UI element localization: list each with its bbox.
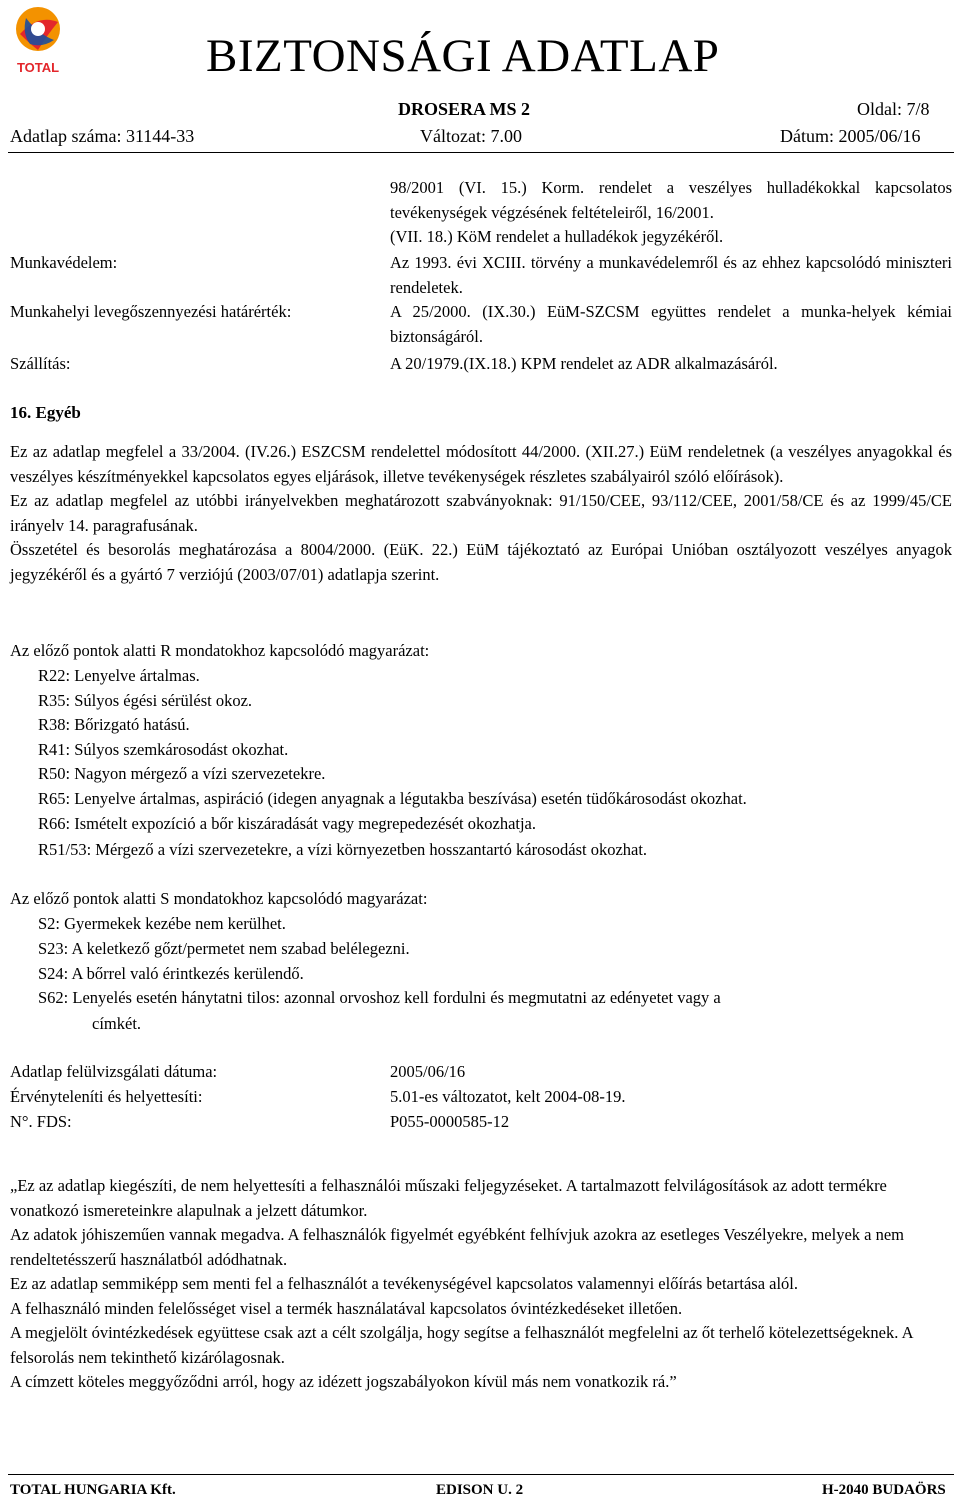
disclaimer-paragraph: „Ez az adatlap kiegészíti, de nem helyettesíti a felhasználói műszaki feljegyzéseket. A tartalmazott felvilágosítások az adott termékre vonatkozó ismereteinkre alapulnak a jelzett dátumkor.	[10, 1176, 887, 1220]
product-name: DROSERA MS 2	[398, 99, 531, 119]
footer-company: TOTAL HUNGARIA Kft.	[10, 1482, 176, 1498]
label-szallitas: Szállítás:	[10, 354, 71, 373]
disclaimer-paragraph: A címzett köteles meggyőződni arról, hogy az idézett jogszabályokon kívül más nem vonatkozik rá.”	[10, 1372, 677, 1391]
footer-city: H-2040 BUDAÖRS	[822, 1482, 946, 1498]
version: Változat: 7.00	[420, 126, 522, 146]
r-phrase: R22: Lenyelve ártalmas.	[38, 666, 200, 685]
s-phrase: S24: A bőrrel való érintkezés kerülendő.	[38, 964, 304, 983]
disclaimer-paragraph: A megjelölt óvintézkedések együttese csak azt a célt szolgálja, hogy segítse a felhasználót megfelelni az őt terhelő kötelezettségeknek. A felsorolás nem tekinthető kizárólagosnak.	[10, 1323, 913, 1367]
s-phrase: S2: Gyermekek kezébe nem kerülhet.	[38, 914, 286, 933]
meta-label: N°. FDS:	[10, 1112, 72, 1131]
value-levegoszennyezes	[390, 300, 952, 349]
disclaimer-paragraph: Ez az adatlap semmiképp sem menti fel a felhasználót a tevékenységével kapcsolatos valamennyi előírás betartása alól.	[10, 1274, 799, 1293]
meta-value: 5.01-es változatot, kelt 2004-08-19.	[390, 1087, 626, 1106]
r-phrase: R41: Súlyos szemkárosodást okozhat.	[38, 740, 289, 759]
regulation-line: (VII. 18.) KöM rendelet a hulladékok jegyzékéről.	[390, 227, 724, 246]
section-paragraphs	[10, 440, 952, 587]
r-phrase: R66: Ismételt expozíció a bőr kiszáradását vagy megrepedezését okozhatja.	[38, 814, 537, 833]
disclaimer-paragraph: A felhasználó minden felelősséget visel a termék használatával kapcsolatos óvintézkedéseket illetően.	[10, 1298, 683, 1318]
s-phrase-s62-line2: címkét.	[92, 1014, 142, 1033]
date: Dátum: 2005/06/16	[780, 126, 921, 146]
meta-value: P055-0000585-12	[390, 1112, 510, 1131]
regulation-continuation	[390, 176, 952, 250]
r-phrase: R50: Nagyon mérgező a vízi szervezetekre.	[38, 764, 326, 783]
r-phrase: R35: Súlyos égési sérülést okoz.	[38, 691, 253, 710]
r-phrase: R38: Bőrizgató hatású.	[38, 715, 190, 734]
value-munkavedelem	[390, 251, 952, 300]
total-logo	[8, 4, 68, 76]
value-text: A 25/2000. (IX.30.) EüM-SZCSM együttes rendelet a munka-helyek kémiai biztonságáról.	[390, 302, 952, 346]
paragraph: Ez az adatlap megfelel az utóbbi irányelvekben meghatározott szabványoknak: 91/150/CEE, 93/112/CEE, 2001/58/CE és az 1999/45/CE irányelv 14. paragrafusának.	[10, 491, 952, 535]
meta-label: Érvényteleníti és helyettesíti:	[10, 1087, 203, 1106]
s-phrases-intro: Az előző pontok alatti S mondatokhoz kapcsolódó magyarázat:	[10, 889, 428, 908]
section-heading: 16. Egyéb	[10, 403, 81, 422]
paragraph: Összetétel és besorolás meghatározása a 8004/2000. (EüK. 22.) EüM tájékoztató az Európai Unióban osztályozott veszélyes anyagok jegyzékéről és a gyártó 7 verziójú (2003/07/01) adatlapja szerint.	[10, 540, 952, 584]
paragraph: Ez az adatlap megfelel a 33/2004. (IV.26.) ESZCSM rendelettel módosított 44/2000. (XII.27.) EüM rendeletnek (a veszélyes anyagokkal és veszélyes készítményekkel kapcsolatos egyes eljárások, illetve tevékenységek részletes szabályairól szóló előírások).	[10, 442, 952, 486]
disclaimer	[10, 1174, 950, 1395]
s-phrase: S23: A keletkező gőzt/permetet nem szabad belélegezni.	[38, 939, 410, 958]
label-munkavedelem: Munkavédelem:	[10, 253, 118, 272]
page-number: Oldal: 7/8	[857, 99, 930, 119]
meta-label: Adatlap felülvizsgálati dátuma:	[10, 1062, 218, 1081]
footer-street: EDISON U. 2	[436, 1482, 524, 1498]
r-phrase: R51/53: Mérgező a vízi szervezetekre, a vízi környezetben hosszantartó károsodást okozhat.	[38, 840, 648, 859]
value-text: Az 1993. évi XCIII. törvény a munkavédelemről és az ehhez kapcsolódó miniszteri rendeletek.	[390, 253, 952, 297]
value-szallitas: A 20/1979.(IX.18.) KPM rendelet az ADR alkalmazásáról.	[390, 354, 778, 373]
meta-value: 2005/06/16	[390, 1062, 466, 1081]
sheet-number: Adatlap száma: 31144-33	[10, 126, 195, 146]
label-levegoszennyezes: Munkahelyi levegőszennyezési határérték:	[10, 302, 292, 321]
header-divider	[8, 152, 954, 153]
disclaimer-paragraph: Az adatok jóhiszeműen vannak megadva. A felhasználók figyelmét egyébként felhívjuk azokra az esetleges Veszélyekre, melyek a nem rendeltetésszerű használatból adódhatnak.	[10, 1225, 905, 1269]
regulation-line: 98/2001 (VI. 15.) Korm. rendelet a veszélyes hulladékokkal kapcsolatos tevékenységek végzésének feltételeiről, 16/2001.	[390, 178, 952, 222]
s-phrase-s62-line1: S62: Lenyelés esetén hánytatni tilos: azonnal orvoshoz kell fordulni és megmutatni az edényetet vagy a	[38, 988, 721, 1007]
footer-divider	[8, 1474, 954, 1475]
r-phrases-intro: Az előző pontok alatti R mondatokhoz kapcsolódó magyarázat:	[10, 641, 430, 660]
document-title: BIZTONSÁGI ADATLAP	[206, 30, 720, 82]
r-phrase: R65: Lenyelve ártalmas, aspiráció (idegen anyagnak a légutakba beszívása) esetén tüdőkárosodást okozhat.	[38, 789, 747, 808]
logo-wordmark: TOTAL	[16, 60, 60, 75]
